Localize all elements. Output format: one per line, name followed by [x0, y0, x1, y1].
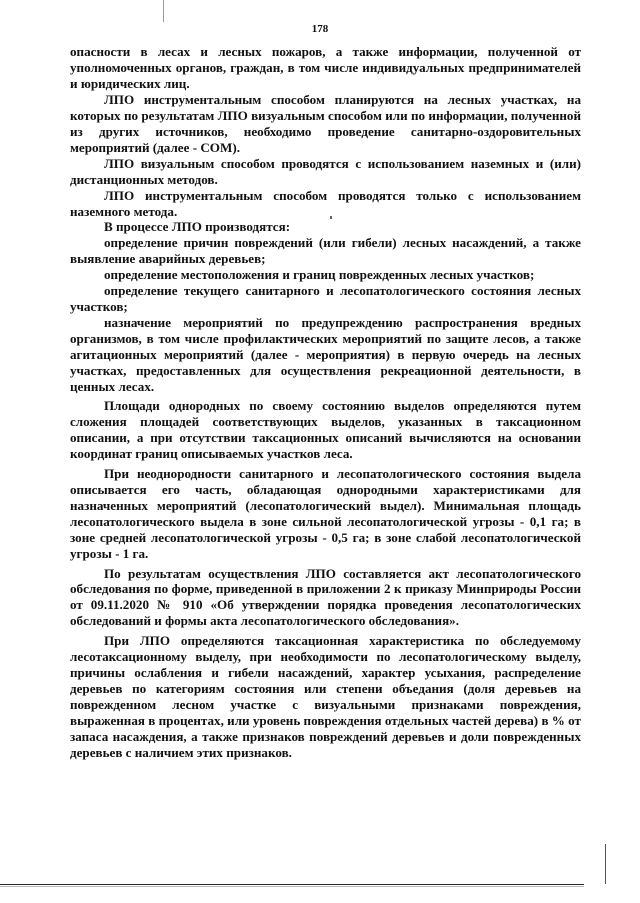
- paragraph: При неоднородности санитарного и лесопатологического состояния выдела описывается его часть, обладающая однородными характеристиками для назначенных мероприятий (лесопатологический выдел). Минимальная площадь лесопатологического выдела в зоне сильной лесопатологической угрозы - 0,1 га; в зоне средней лесопатологической угрозы - 0,5 га; в зоне слабой лесопатологической угрозы - 1 га.: [70, 465, 581, 561]
- list-item: назначение мероприятий по предупреждению распространения вредных организмов, в том числе профилактических мероприятий по защите лесов, а также агитационных мероприятий (далее - мероприятия) в первую очередь на лесных участках, предоставленных для осуществления рекреационной деятельности, в ценных лесах.: [70, 315, 581, 395]
- paragraph: ЛПО визуальным способом проводятся с использованием наземных и (или) дистанционных методов.: [70, 155, 581, 187]
- page-number: 178: [311, 23, 329, 35]
- list-item: определение местоположения и границ поврежденных лесных участков;: [104, 267, 535, 283]
- scan-speck: [330, 216, 332, 219]
- document-body: [70, 44, 581, 761]
- bottom-rule: [0, 884, 584, 885]
- paragraph: При ЛПО определяются таксационная характеристика по обследуемому лесотаксационному выделу, при необходимости по лесопатологическому выделу, причины ослабления и гибели насаждений, характер усыхания, распределение деревьев по категориям состояния или степени объедания (доля деревьев на поврежденном лесном участке с визуальными признаками повреждения, выраженная в процентах, или уровень повреждения отдельных частей дерева) в % от запаса насаждения, а также признаков повреждений деревьев и доли поврежденных деревьев с наличием этих признаков.: [70, 633, 581, 760]
- paragraph: Площади однородных по своему состоянию выделов определяются путем сложения площадей соответствующих выделов, указанных в таксационном описании, а при отсутствии таксационных описаний вычисляются на основании координат границ описываемых участков леса.: [70, 397, 581, 461]
- paragraph: В процессе ЛПО производятся:: [104, 219, 291, 235]
- paragraph: По результатам осуществления ЛПО составляется акт лесопатологического обследования по форме, приведенной в приложении 2 к приказу Минприроды России от 09.11.2020 № 910 «Об утверждении порядка проведения лесопатологических обследований и формы акта лесопатологического обследования».: [70, 565, 581, 629]
- paragraph: ЛПО инструментальным способом проводятся только с использованием наземного метода.: [70, 187, 581, 219]
- paragraph: ЛПО инструментальным способом планируются на лесных участках, на которых по результатам ЛПО визуальным способом или по информации, полученной из других источников, необходимо проведение санитарно-оздоровительных мероприятий (далее - СОМ).: [70, 91, 581, 155]
- paragraph: опасности в лесах и лесных пожаров, а также информации, полученной от уполномоченных органов, граждан, в том числе индивидуальных предпринимателей и юридических лиц.: [70, 44, 581, 91]
- scan-mark: [163, 0, 164, 22]
- list-item: определение текущего санитарного и лесопатологического состояния лесных участков;: [70, 283, 581, 315]
- list-item: определение причин повреждений (или гибели) лесных насаждений, а также выявление аварийных деревьев;: [70, 235, 581, 267]
- bottom-rule-shadow: [0, 886, 584, 887]
- scan-edge: [605, 844, 606, 884]
